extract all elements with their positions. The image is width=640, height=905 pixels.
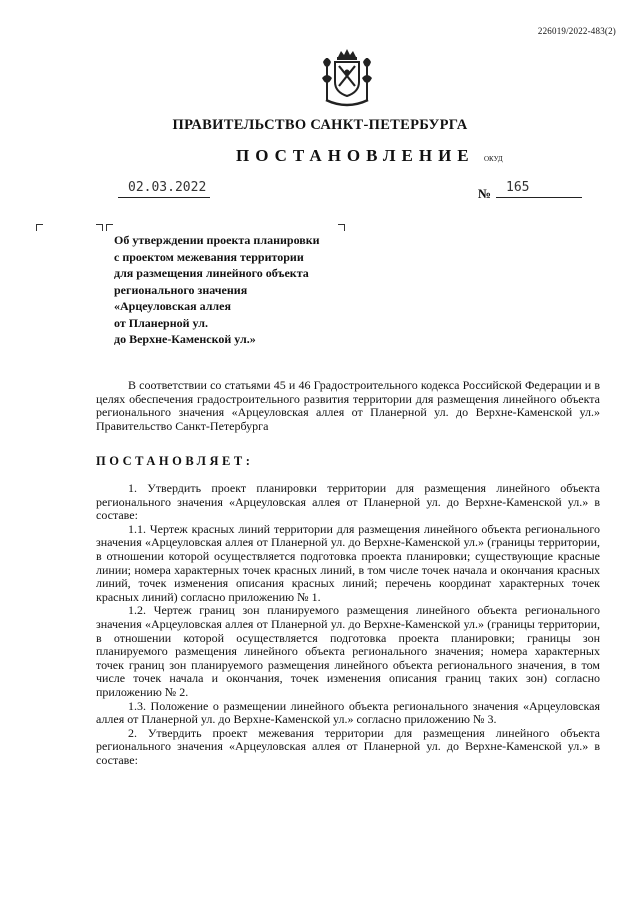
subject-line: для размещения линейного объекта [114, 266, 309, 280]
subject-line: «Арцеуловская аллея [114, 299, 231, 313]
document-type-title: ПОСТАНОВЛЕНИЕ [236, 146, 475, 165]
preamble-paragraph: В соответствии со статьями 45 и 46 Градостроительного кодекса Российской Федерации и в целях обеспечения градостроительного развития территории для размещения линейного объекта регионального значения «Арцеуловская аллея от Планерной ул. до Верхне-Каменской ул.» Правительство Санкт-Петербурга [96, 378, 600, 433]
subject-line: до Верхне-Каменской ул.» [114, 332, 256, 346]
decree-item-1-2: 1.2. Чертеж границ зон планируемого размещения линейного объекта регионального значения «Арцеуловская аллея от Планерной ул. до Верхне-Каменской ул.» (границы территории, в отношении которой осуществляется подготовка проекта планировки; границы зон планируемого размещения линейного объекта регионального значения; номера характерных точек границ зон планируемого размещения линейного объекта регионального значения, в том числе точек начала и окончания, точек изменения описания границ таких зон) согласно приложению № 2. [96, 603, 600, 699]
preamble-block [96, 379, 600, 433]
decree-date: 02.03.2022 [128, 180, 207, 195]
decree-item-2: 2. Утвердить проект межевания территории для размещения линейного объекта регионального значения «Арцеуловская аллея от Планерной ул. до Верхне-Каменской ул.» в составе: [96, 725, 600, 767]
subject-line: Об утверждении проекта планировки [114, 233, 320, 247]
okud-label: ОКУД [484, 155, 503, 163]
decree-items [96, 482, 600, 767]
decree-item-1: 1. Утвердить проект планировки территории для размещения линейного объекта регионального значения «Арцеуловская аллея от Планерной ул. до Верхне-Каменской ул.» в составе: [96, 481, 600, 523]
left-margin-corner-mark [36, 224, 43, 231]
subject-line: регионального значения [114, 282, 248, 297]
subject-open-corner-mark [106, 224, 113, 231]
decree-subject [114, 232, 354, 348]
decree-item-1-1: 1.1. Чертеж красных линий территории для размещения линейного объекта регионального значения «Арцеуловская аллея от Планерной ул. до Верхне-Каменской ул.» (границы территории, в отношении которой осуществляется подготовка проекта планировки; существующие красные линии; номера характерных точек красных линий, в том числе точек начала и окончания красных линий, точек изменения описания красных линий; перечень координат характерных точек красных линий) согласно приложению № 1. [96, 521, 600, 604]
saint-petersburg-coat-of-arms-icon [318, 48, 376, 110]
subject-line: с проектом межевания территории [114, 249, 304, 264]
subject-close-corner-mark [338, 224, 345, 231]
number-underline [496, 197, 582, 198]
number-sign: № [478, 186, 492, 201]
decrees-heading: ПОСТАНОВЛЯЕТ: [96, 454, 254, 468]
government-name: ПРАВИТЕЛЬСТВО САНКТ-ПЕТЕРБУРГА [172, 117, 468, 133]
subject-open-corner-mark-left [96, 224, 103, 231]
decree-item-1-3: 1.3. Положение о размещении линейного объекта регионального значения «Арцеуловская аллея от Планерной ул. до Верхне-Каменской ул.» согласно приложению № 3. [96, 698, 600, 727]
subject-line: от Планерной ул. [114, 315, 208, 330]
decree-number: 165 [506, 180, 530, 195]
document-registration-number: 226019/2022-483(2) [537, 26, 616, 36]
date-underline [118, 197, 210, 198]
